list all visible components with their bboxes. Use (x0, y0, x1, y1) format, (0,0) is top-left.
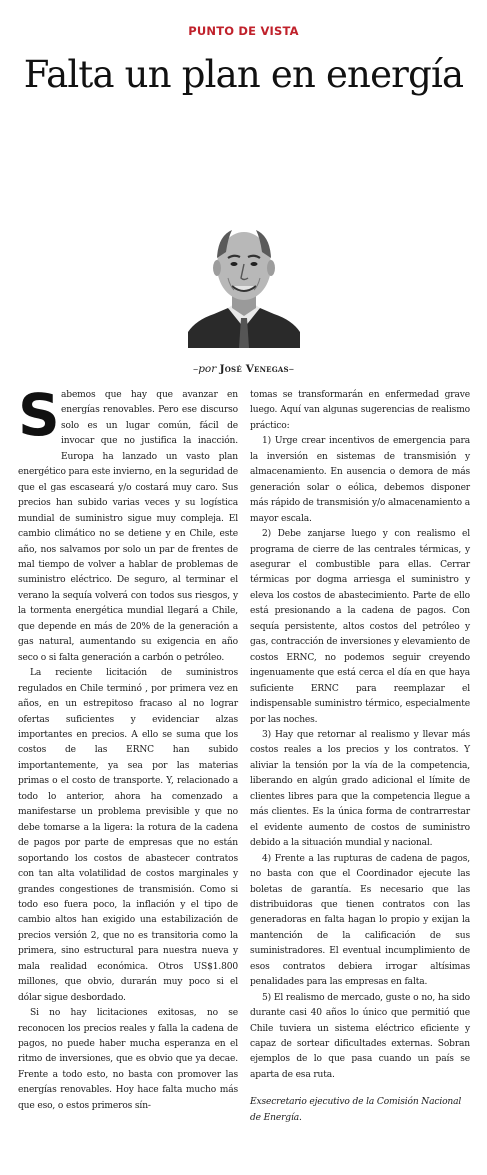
byline-suffix: – (288, 363, 295, 375)
article-paragraph: La reciente licitación de suministros regulados en Chile terminó , por primera vez en años, en un estrepitoso fracaso al no lograr ofertas suficientes y evidenciar alzas importantes en precios. A ello se suma que los costos de las ERNC han subido importantemente, ya sea por las materias primas o el costo de transporte. Y, relacionado a todo lo anterior, ahora ha comenzado a manifestarse un problema previsible y que no debe tomarse a la ligera: la rotura de la cadena de pagos por parte de empresas que no están soportando los costos de abastecer contratos con tan alta volatilidad de costos marginales y grandes congestiones de transmisión. Como si todo eso fuera poco, la inflación y el tipo de cambio altos han exigido una estabilización de precios versión 2, que no es transitoria como la primera, sino estructural para nuestra nueva y mala realidad económica. Otros US$1.800 millones, que obvio, durarán muy poco si el dólar sigue desbordado. (18, 668, 238, 1003)
article-column-left (18, 381, 238, 1114)
article-column-right (250, 388, 470, 1126)
article-paragraph: 5) El realismo de mercado, guste o no, ha sido durante casi 40 años lo único que permitió que Chile tuviera un sistema eléctrico eficiente y capaz de sortear dificultades externas. Sobran ejemplos de lo que pasa cuando un país se aparta de esa ruta. (250, 992, 470, 1080)
article-paragraph: abemos que hay que avanzar en energías renovables. Pero ese discurso solo es un lugar común, fácil de invocar que no justifica la inacción. Europa ha lanzado un vasto plan energético para este invierno, en la seguridad de que el gas escaseará y/o costará muy caro. Sus precios han subido varias veces y su logística mundial de suministro sigue muy compleja. El cambio climático no se detiene y en Chile, este año, nos salvamos por solo un par de frentes de mal tiempo de volver a hablar de problemas de suministro eléctrico. De seguro, al terminar el verano la sequía volverá con todos sus riesgos, y la tormenta energética mundial llegará a Chile, que depende en más de 20% de la generación a gas natural, aumentando su exigencia en año seco o si falta generación a carbón o petróleo. (18, 390, 238, 663)
article-paragraph: 4) Frente a las rupturas de cadena de pagos, no basta con que el Coordinador ejecute las boletas de garantía. Es necesario que las distribuidoras que tienen contratos con las generadoras en falta hagan lo propio y exijan la mantención de la calificación de sus suministradores. El eventual incumplimiento de esos contratos debiera irrogar altísimas penalidades para las empresas en falta. (250, 853, 470, 988)
headline: Falta un plan en energía (23, 53, 464, 96)
drop-cap: S (18, 381, 60, 449)
byline (0, 363, 487, 375)
article-paragraph: 2) Debe zanjarse luego y con realismo el programa de cierre de las centrales térmicas, y asegurar el combustible para ellas. Cerrar térmicas por dogma arriesga el suministro y eleva los costos de abastecimiento. Parte de ello está presionando a la cadena de pagos. Con sequía persistente, altos costos del petróleo y gas, contracción de inversiones y elevamiento de costos ERNC, no podemos seguir creyendo ingenuamente que está cerca el día en que haya suficiente ERNC para reemplazar el indispensable suministro térmico, especialmente por las noches. (250, 529, 470, 725)
article-paragraph: 3) Hay que retornar al realismo y llevar más costos reales a los precios y los contratos. Y aliviar la tensión por la vía de la competencia, liberando en algún grado adicional el límite de clientes libres para que la competencia llegue a más clientes. Es la única forma de contrarrestar el evidente aumento de costos de suministro debido a la situación mundial y nacional. (250, 729, 470, 849)
article-paragraph: Si no hay licitaciones exitosas, no se reconocen los precios reales y falla la cadena de pagos, no puede haber mucha esperanza en el ritmo de inversiones, que es obvio que ya decae. Frente a todo esto, no basta con promover las energías renovables. Hoy hace falta mucho más que eso, o estos primeros sín- (18, 1008, 238, 1111)
section-label: PUNTO DE VISTA (188, 24, 299, 38)
byline-prefix: –por (192, 363, 217, 375)
article-paragraph: tomas se transformarán en enfermedad grave luego. Aquí van algunas sugerencias de realismo práctico: (250, 390, 470, 431)
article-paragraph: 1) Urge crear incentivos de emergencia para la inversión en sistemas de transmisión y almacenamiento. En ausencia o demora de más generación solar o eólica, debemos disponer más rápido de transmisión y/o almacenamiento a mayor escala. (250, 436, 470, 524)
author-portrait (188, 208, 300, 348)
author-signoff: Exsecretario ejecutivo de la Comisión Nacional de Energía. (250, 1097, 462, 1123)
author-name: José Venegas (219, 363, 289, 375)
